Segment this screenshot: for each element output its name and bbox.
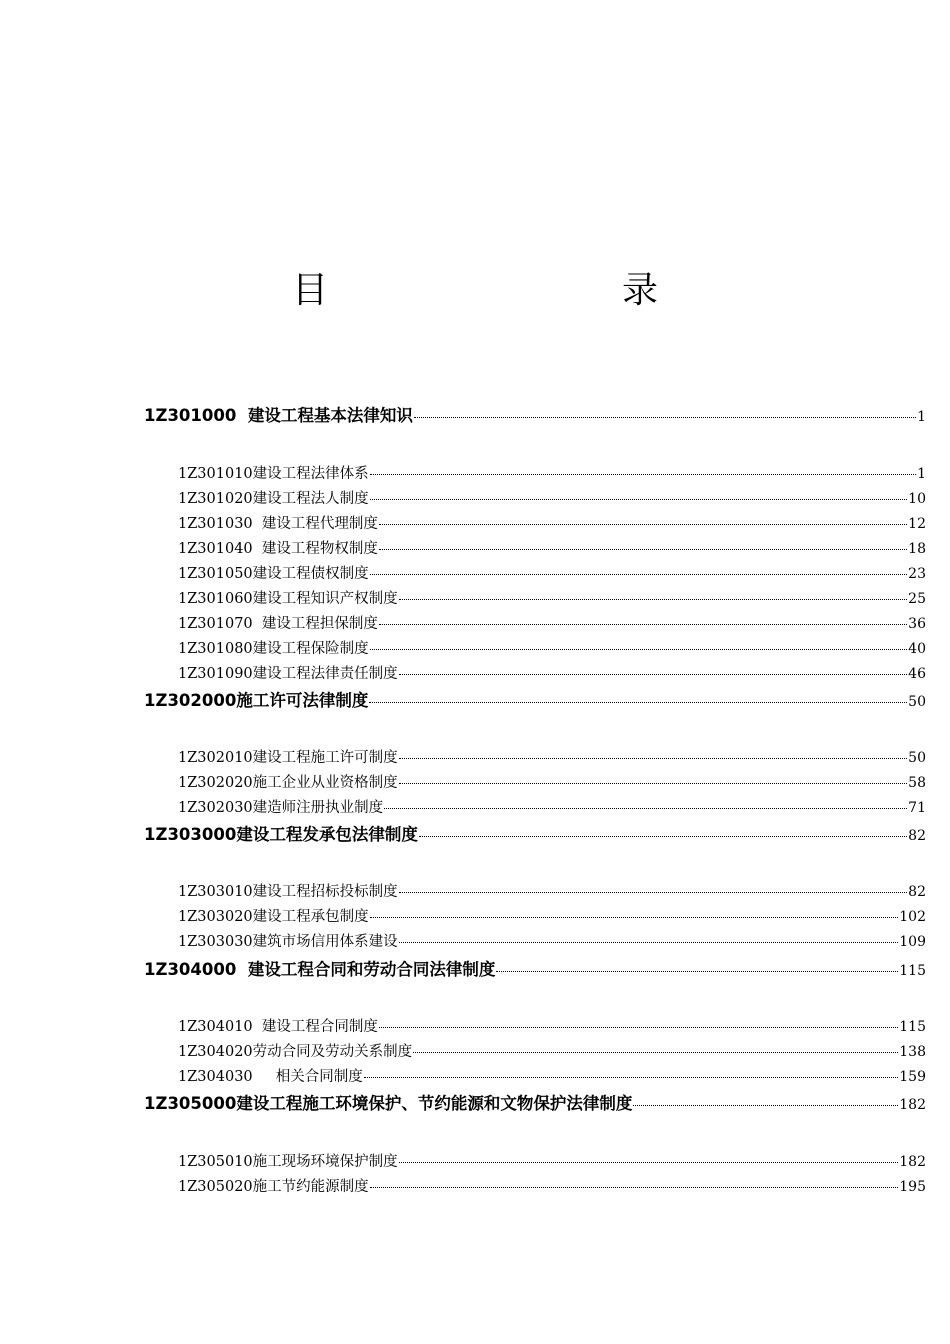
dot-leader bbox=[370, 1187, 899, 1188]
toc-entry-label: 1Z301060建设工程知识产权制度 bbox=[178, 591, 398, 607]
toc-entry-section[interactable] bbox=[178, 487, 926, 509]
dot-leader bbox=[399, 758, 908, 759]
toc-entry-label: 1Z305020施工节约能源制度 bbox=[178, 1179, 369, 1195]
toc-entry-section[interactable] bbox=[178, 562, 926, 584]
toc-page-number: 23 bbox=[908, 566, 926, 582]
toc-page-number: 82 bbox=[908, 828, 926, 844]
toc-entry-chapter[interactable] bbox=[144, 821, 926, 845]
toc-entry-label: 1Z303020建设工程承包制度 bbox=[178, 909, 369, 925]
dot-leader bbox=[369, 702, 907, 703]
toc-entry-label: 1Z302000施工许可法律制度 bbox=[144, 691, 369, 710]
toc-entry-section[interactable] bbox=[178, 1040, 926, 1062]
toc-entry-label: 1Z301050建设工程债权制度 bbox=[178, 566, 369, 582]
dot-leader bbox=[370, 474, 916, 475]
dot-leader bbox=[399, 942, 899, 943]
toc-entry-section[interactable] bbox=[178, 880, 926, 902]
toc-entry-section[interactable] bbox=[178, 930, 926, 952]
toc-page-number: 138 bbox=[899, 1044, 926, 1060]
toc-page-number: 82 bbox=[908, 884, 926, 900]
dot-leader bbox=[364, 1077, 899, 1078]
dot-leader bbox=[419, 836, 907, 837]
toc-entry-label: 1Z301090建设工程法律责任制度 bbox=[178, 666, 398, 682]
toc-page-number: 25 bbox=[908, 591, 926, 607]
toc-entry-label: 1Z305010施工现场环境保护制度 bbox=[178, 1154, 398, 1170]
toc-entry-chapter[interactable] bbox=[144, 687, 926, 711]
toc-entry-section[interactable] bbox=[178, 1175, 926, 1197]
dot-leader bbox=[399, 674, 908, 675]
toc-page-number: 182 bbox=[899, 1154, 926, 1170]
toc-entry-section[interactable] bbox=[178, 1015, 926, 1037]
dot-leader bbox=[399, 892, 908, 893]
toc-page-number: 50 bbox=[908, 750, 926, 766]
toc-entry-label: 1Z303010建设工程招标投标制度 bbox=[178, 884, 398, 900]
dot-leader bbox=[379, 524, 907, 525]
dot-leader bbox=[370, 649, 908, 650]
toc-entry-label: 1Z301030 建设工程代理制度 bbox=[178, 516, 378, 532]
toc-entry-section[interactable] bbox=[178, 537, 926, 559]
toc-entry-label: 1Z304000 建设工程合同和劳动合同法律制度 bbox=[144, 960, 496, 979]
toc-page-number: 159 bbox=[899, 1069, 926, 1085]
toc-entry-label: 1Z301010建设工程法律体系 bbox=[178, 466, 369, 482]
toc-entry-section[interactable] bbox=[178, 771, 926, 793]
toc-page-number: 102 bbox=[899, 909, 926, 925]
toc-entry-label: 1Z304010 建设工程合同制度 bbox=[178, 1019, 378, 1035]
toc-page-number: 10 bbox=[908, 491, 926, 507]
dot-leader bbox=[399, 599, 908, 600]
toc-entry-label: 1Z304030 相关合同制度 bbox=[178, 1069, 363, 1085]
toc-entry-label: 1Z301080建设工程保险制度 bbox=[178, 641, 369, 657]
toc-entry-section[interactable] bbox=[178, 905, 926, 927]
dot-leader bbox=[399, 783, 908, 784]
toc-entry-section[interactable] bbox=[178, 637, 926, 659]
toc-entry-label: 1Z301070 建设工程担保制度 bbox=[178, 616, 378, 632]
toc-page-number: 36 bbox=[908, 616, 926, 632]
toc-entry-label: 1Z304020劳动合同及劳动关系制度 bbox=[178, 1044, 413, 1060]
toc-page-number: 46 bbox=[908, 666, 926, 682]
dot-leader bbox=[379, 1027, 898, 1028]
toc-page-number: 1 bbox=[917, 466, 926, 482]
toc-entry-label: 1Z303000建设工程发承包法律制度 bbox=[144, 825, 418, 844]
toc-entry-label: 1Z301020建设工程法人制度 bbox=[178, 491, 369, 507]
toc-page-number: 50 bbox=[908, 694, 926, 710]
toc-entry-label: 1Z301000 建设工程基本法律知识 bbox=[144, 406, 413, 425]
toc-entry-label: 1Z302010建设工程施工许可制度 bbox=[178, 750, 398, 766]
toc-page-number: 115 bbox=[899, 1019, 926, 1035]
toc-page-number: 109 bbox=[899, 934, 926, 950]
toc-page-number: 40 bbox=[908, 641, 926, 657]
toc-entry-section[interactable] bbox=[178, 1150, 926, 1172]
dot-leader bbox=[496, 971, 898, 972]
toc-entry-section[interactable] bbox=[178, 662, 926, 684]
toc-entry-label: 1Z302020施工企业从业资格制度 bbox=[178, 775, 398, 791]
toc-entry-section[interactable] bbox=[178, 612, 926, 634]
dot-leader bbox=[633, 1105, 898, 1106]
page-title: 目 录 bbox=[291, 270, 732, 311]
toc-entry-section[interactable] bbox=[178, 796, 926, 818]
toc-entry-section[interactable] bbox=[178, 462, 926, 484]
dot-leader bbox=[399, 1162, 899, 1163]
toc-entry-section[interactable] bbox=[178, 512, 926, 534]
toc-entry-label: 1Z302030建造师注册执业制度 bbox=[178, 800, 384, 816]
dot-leader bbox=[379, 549, 907, 550]
toc-entry-chapter[interactable] bbox=[144, 1090, 926, 1114]
toc-entry-label: 1Z301040 建设工程物权制度 bbox=[178, 541, 378, 557]
toc-page-number: 71 bbox=[908, 800, 926, 816]
toc-entry-section[interactable] bbox=[178, 746, 926, 768]
dot-leader bbox=[370, 574, 908, 575]
toc-entry-chapter[interactable] bbox=[144, 956, 926, 980]
toc-page-number: 195 bbox=[899, 1179, 926, 1195]
toc-page-number: 58 bbox=[908, 775, 926, 791]
toc-entry-label: 1Z305000建设工程施工环境保护、节约能源和文物保护法律制度 bbox=[144, 1094, 633, 1113]
toc-page-number: 18 bbox=[908, 541, 926, 557]
dot-leader bbox=[370, 917, 899, 918]
toc-entry-chapter[interactable] bbox=[144, 402, 926, 426]
dot-leader bbox=[384, 808, 907, 809]
dot-leader bbox=[379, 624, 907, 625]
dot-leader bbox=[370, 499, 908, 500]
toc-page-number: 115 bbox=[899, 963, 926, 979]
toc-page-number: 12 bbox=[908, 516, 926, 532]
dot-leader bbox=[413, 1052, 898, 1053]
toc-page-number: 1 bbox=[917, 409, 926, 425]
dot-leader bbox=[414, 417, 916, 418]
toc-entry-label: 1Z303030建筑市场信用体系建设 bbox=[178, 934, 398, 950]
toc-entry-section[interactable] bbox=[178, 587, 926, 609]
toc-page-number: 182 bbox=[899, 1097, 926, 1113]
toc-entry-section[interactable] bbox=[178, 1065, 926, 1087]
